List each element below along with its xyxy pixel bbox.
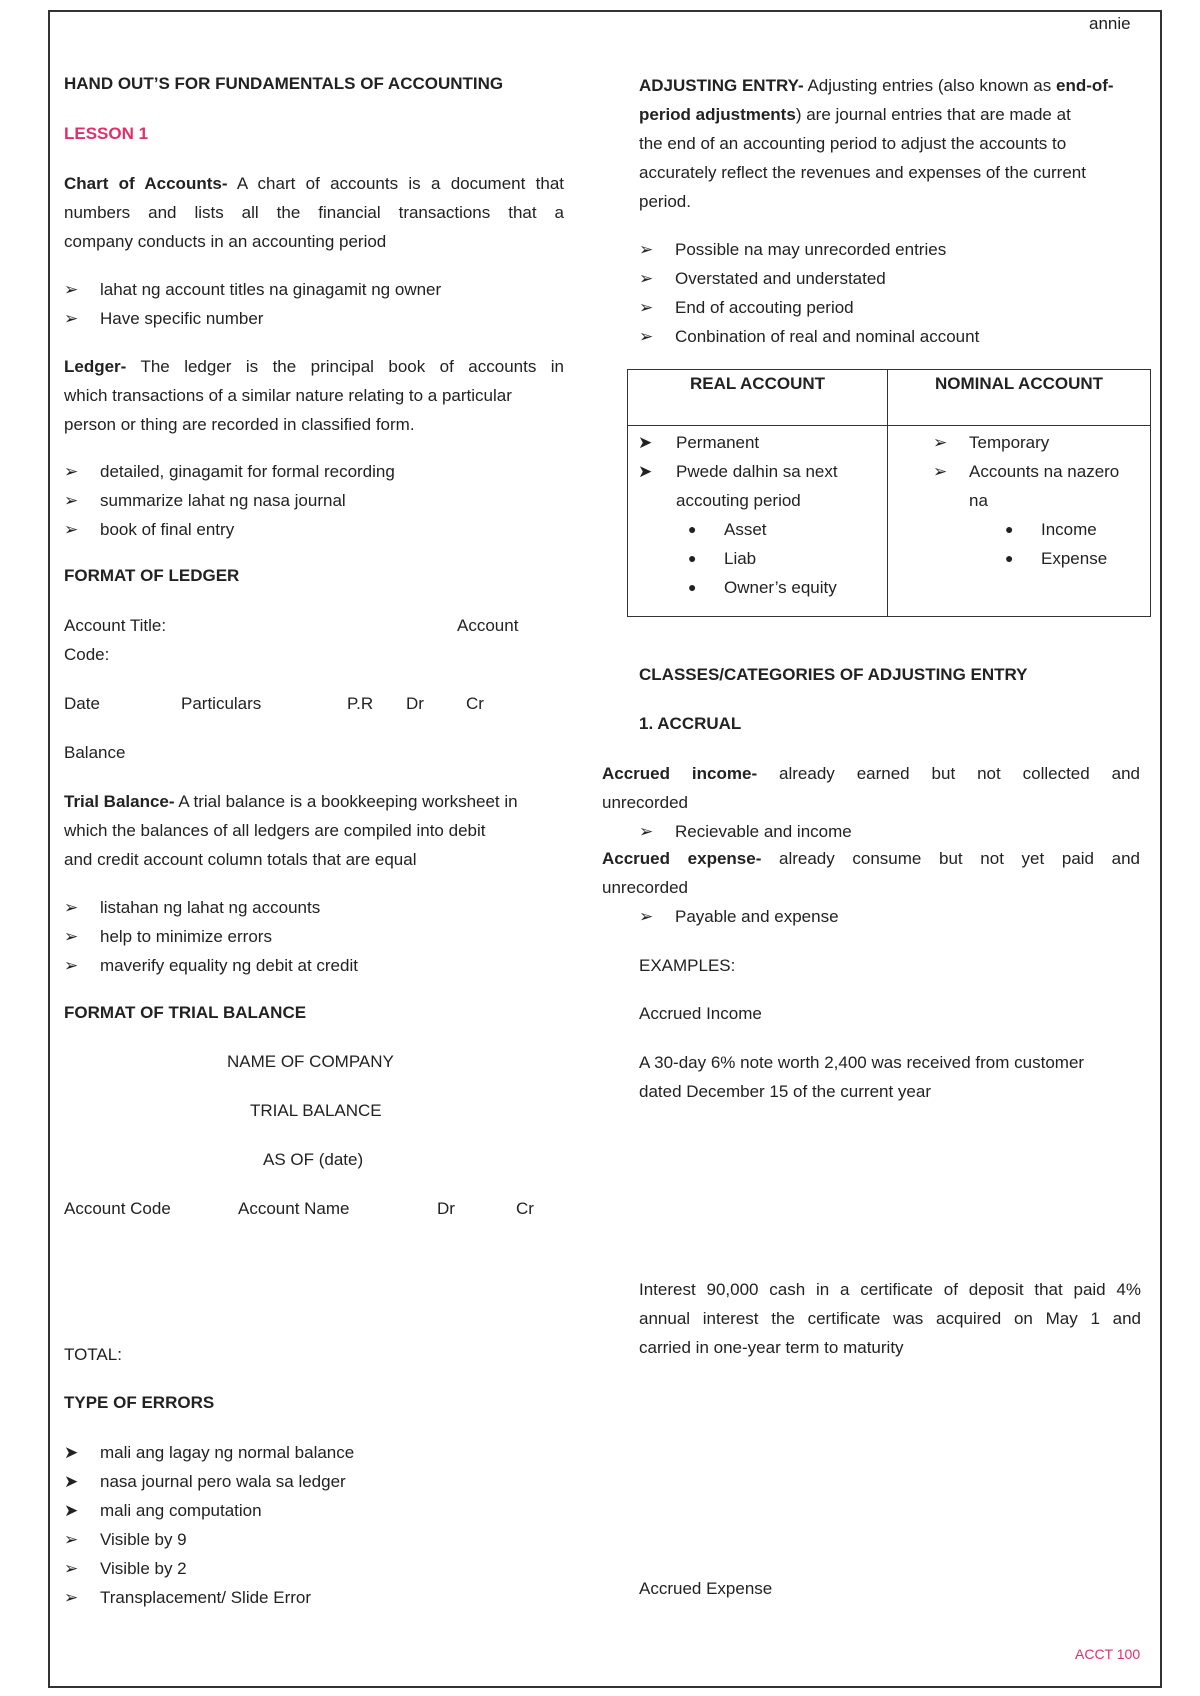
list-item-cont: accouting period bbox=[676, 491, 801, 510]
example-1-text bbox=[639, 1048, 1141, 1106]
arrow-bullet-icon: ➢ bbox=[64, 1588, 79, 1607]
account-title-label: Account Title: bbox=[64, 616, 167, 635]
account-code-label-cont: Code: bbox=[64, 645, 110, 664]
ledger-def-line: The ledger is the principal book of accounts in bbox=[126, 357, 564, 376]
ledger-def-line: which transactions of a similar nature relating to a particular bbox=[64, 386, 512, 405]
sub-list-item: ● Income bbox=[933, 515, 1119, 544]
arrow-bullet-icon: ➤ bbox=[638, 462, 653, 481]
def-line: already consume but not yet paid and bbox=[761, 849, 1141, 868]
sub-list-item: ● Owner’s equity bbox=[638, 573, 838, 602]
ledger-col-particulars: Particulars bbox=[181, 694, 262, 713]
tb-title: TRIAL BALANCE bbox=[250, 1101, 382, 1120]
ledger-col-date: Date bbox=[64, 694, 100, 713]
tb-as-of: AS OF (date) bbox=[263, 1150, 364, 1169]
arrow-bullet-icon: ➢ bbox=[64, 927, 79, 946]
arrow-bullet-icon: ➢ bbox=[64, 1559, 79, 1578]
chart-def-line: numbers and lists all the financial transactions that a bbox=[64, 203, 564, 222]
list-item: ➤ Permanent bbox=[638, 428, 838, 457]
arrow-bullet-icon: ➤ bbox=[638, 433, 653, 452]
example-accrued-expense-label: Accrued Expense bbox=[639, 1579, 773, 1598]
account-code-label: Account bbox=[457, 616, 519, 635]
example-line: annual interest the certificate was acquired on May 1 and bbox=[639, 1309, 1141, 1328]
chart-of-accounts-definition bbox=[64, 169, 564, 256]
list-item: ➢ Visible by 2 bbox=[64, 1554, 354, 1583]
def-line: unrecorded bbox=[602, 793, 689, 812]
dot-bullet-icon: ● bbox=[688, 521, 697, 537]
course-code: ACCT 100 bbox=[1075, 1646, 1141, 1662]
example-2-text bbox=[639, 1275, 1141, 1362]
arrow-bullet-icon: ➢ bbox=[639, 298, 654, 317]
list-item: ➢ End of accouting period bbox=[639, 293, 979, 322]
chart-term: Chart of Accounts- bbox=[64, 174, 228, 193]
arrow-bullet-icon: ➤ bbox=[64, 1443, 79, 1462]
list-item: ➢ Transplacement/ Slide Error bbox=[64, 1583, 354, 1612]
classes-heading: CLASSES/CATEGORIES OF ADJUSTING ENTRY bbox=[639, 665, 1028, 684]
ledger-bullets bbox=[64, 457, 395, 544]
arrow-bullet-icon: ➤ bbox=[64, 1472, 79, 1491]
chart-def-line: A chart of accounts is a document that bbox=[227, 174, 564, 193]
ledger-col-dr: Dr bbox=[406, 694, 424, 713]
list-item: ➢ summarize lahat ng nasa journal bbox=[64, 486, 395, 515]
ledger-col-cr: Cr bbox=[466, 694, 484, 713]
list-item: ➢ help to minimize errors bbox=[64, 922, 358, 951]
trial-def-line: A trial balance is a bookkeeping worksheet in bbox=[174, 792, 518, 811]
errors-heading: TYPE OF ERRORS bbox=[64, 1393, 215, 1412]
list-item: ➢ book of final entry bbox=[64, 515, 395, 544]
handout-title: HAND OUT’S FOR FUNDAMENTALS OF ACCOUNTING bbox=[64, 74, 504, 93]
dot-bullet-icon: ● bbox=[1005, 550, 1014, 566]
list-item: ➤ mali ang computation bbox=[64, 1496, 354, 1525]
example-line: A 30-day 6% note worth 2,400 was received from customer bbox=[639, 1053, 1085, 1072]
tb-col-account-name: Account Name bbox=[238, 1199, 350, 1218]
nominal-account-cell bbox=[888, 426, 1151, 617]
ledger-def-line: person or thing are recorded in classified form. bbox=[64, 415, 415, 434]
list-item: ➢ listahan ng lahat ng accounts bbox=[64, 893, 358, 922]
accrued-income-term: Accrued income- bbox=[602, 764, 758, 783]
arrow-bullet-icon: ➢ bbox=[64, 1530, 79, 1549]
arrow-bullet-icon: ➢ bbox=[639, 822, 654, 841]
list-item: ➤ Pwede dalhin sa next bbox=[638, 457, 838, 486]
adj-line: period. bbox=[639, 192, 691, 211]
real-account-cell bbox=[628, 426, 888, 617]
list-item: ➢ detailed, ginagamit for formal recording bbox=[64, 457, 395, 486]
tb-total-label: TOTAL: bbox=[64, 1345, 122, 1364]
example-line: Interest 90,000 cash in a certificate of deposit that paid 4% bbox=[639, 1280, 1141, 1299]
adj-line: the end of an accounting period to adjust the accounts to bbox=[639, 134, 1067, 153]
list-item: ➢ Recievable and income bbox=[639, 817, 852, 846]
adjusting-bullets bbox=[639, 235, 979, 351]
adj-term: ADJUSTING ENTRY- bbox=[639, 76, 804, 95]
list-item: ➢ Temporary bbox=[933, 428, 1119, 457]
adj-bold-term: end-of- bbox=[1055, 76, 1114, 95]
accrued-expense-term: Accrued expense- bbox=[602, 849, 762, 868]
list-item-cont: na bbox=[969, 491, 988, 510]
ledger-col-pr: P.R bbox=[347, 694, 374, 713]
trial-balance-definition bbox=[64, 787, 564, 874]
ledger-balance-label: Balance bbox=[64, 743, 126, 762]
chart-bullets bbox=[64, 275, 441, 333]
lesson-label: LESSON 1 bbox=[64, 124, 149, 143]
ledger-term: Ledger- bbox=[64, 357, 127, 376]
trial-def-line: which the balances of all ledgers are compiled into debit bbox=[64, 821, 486, 840]
sub-list-item: ● Expense bbox=[933, 544, 1119, 573]
tb-company-name: NAME OF COMPANY bbox=[227, 1052, 394, 1071]
format-trial-heading: FORMAT OF TRIAL BALANCE bbox=[64, 1003, 307, 1022]
tb-col-cr: Cr bbox=[516, 1199, 534, 1218]
list-item: ➢ Visible by 9 bbox=[64, 1525, 354, 1554]
real-vs-nominal-table bbox=[627, 369, 1151, 617]
adj-line: accurately reflect the revenues and expenses of the current bbox=[639, 163, 1086, 182]
adjusting-entry-definition bbox=[639, 71, 1139, 216]
arrow-bullet-icon: ➢ bbox=[933, 462, 948, 481]
list-item: ➢ Payable and expense bbox=[639, 902, 839, 931]
arrow-bullet-icon: ➤ bbox=[64, 1501, 79, 1520]
accrued-income-bullets bbox=[639, 817, 852, 846]
accrued-income-definition bbox=[602, 759, 1140, 817]
arrow-bullet-icon: ➢ bbox=[64, 309, 79, 328]
author-label: annie bbox=[1089, 14, 1131, 33]
list-item: ➤ nasa journal pero wala sa ledger bbox=[64, 1467, 354, 1496]
dot-bullet-icon: ● bbox=[688, 550, 697, 566]
arrow-bullet-icon: ➢ bbox=[64, 280, 79, 299]
adj-line: ) are journal entries that are made at bbox=[795, 105, 1071, 124]
ledger-definition bbox=[64, 352, 564, 439]
list-item: ➤ mali ang lagay ng normal balance bbox=[64, 1438, 354, 1467]
arrow-bullet-icon: ➢ bbox=[639, 327, 654, 346]
list-item: ➢ Conbination of real and nominal account bbox=[639, 322, 979, 351]
arrow-bullet-icon: ➢ bbox=[933, 433, 948, 452]
list-item: ➢ Accounts na nazero bbox=[933, 457, 1119, 486]
tb-col-dr: Dr bbox=[437, 1199, 455, 1218]
arrow-bullet-icon: ➢ bbox=[639, 907, 654, 926]
examples-label: EXAMPLES: bbox=[639, 956, 736, 975]
accrual-heading: 1. ACCRUAL bbox=[639, 714, 742, 733]
adj-line: Adjusting entries (also known as bbox=[803, 76, 1056, 95]
arrow-bullet-icon: ➢ bbox=[639, 240, 654, 259]
arrow-bullet-icon: ➢ bbox=[64, 898, 79, 917]
list-item: ➢ lahat ng account titles na ginagamit ng owner bbox=[64, 275, 441, 304]
example-accrued-income-label: Accrued Income bbox=[639, 1004, 762, 1023]
dot-bullet-icon: ● bbox=[1005, 521, 1014, 537]
trial-def-line: and credit account column totals that are equal bbox=[64, 850, 417, 869]
tb-col-account-code: Account Code bbox=[64, 1199, 171, 1218]
arrow-bullet-icon: ➢ bbox=[639, 269, 654, 288]
trial-bullets bbox=[64, 893, 358, 980]
arrow-bullet-icon: ➢ bbox=[64, 520, 79, 539]
def-line: unrecorded bbox=[602, 878, 689, 897]
def-line: already earned but not collected and bbox=[757, 764, 1140, 783]
arrow-bullet-icon: ➢ bbox=[64, 462, 79, 481]
error-bullets bbox=[64, 1438, 354, 1612]
sub-list-item: ● Liab bbox=[638, 544, 838, 573]
accrued-expense-definition bbox=[602, 844, 1140, 902]
example-line: dated December 15 of the current year bbox=[639, 1082, 931, 1101]
chart-def-line: company conducts in an accounting period bbox=[64, 232, 387, 251]
trial-term: Trial Balance- bbox=[64, 792, 175, 811]
arrow-bullet-icon: ➢ bbox=[64, 956, 79, 975]
list-item: ➢ Overstated and understated bbox=[639, 264, 979, 293]
real-account-header: REAL ACCOUNT bbox=[628, 370, 888, 426]
adj-bold-term: period adjustments bbox=[639, 105, 796, 124]
list-item: ➢ maverify equality ng debit at credit bbox=[64, 951, 358, 980]
format-ledger-heading: FORMAT OF LEDGER bbox=[64, 566, 240, 585]
example-line: carried in one-year term to maturity bbox=[639, 1338, 904, 1357]
sub-list-item: ● Asset bbox=[638, 515, 838, 544]
arrow-bullet-icon: ➢ bbox=[64, 491, 79, 510]
nominal-account-header: NOMINAL ACCOUNT bbox=[888, 370, 1151, 426]
accrued-expense-bullets bbox=[639, 902, 839, 931]
list-item: ➢ Possible na may unrecorded entries bbox=[639, 235, 979, 264]
list-item: ➢ Have specific number bbox=[64, 304, 441, 333]
dot-bullet-icon: ● bbox=[688, 579, 697, 595]
